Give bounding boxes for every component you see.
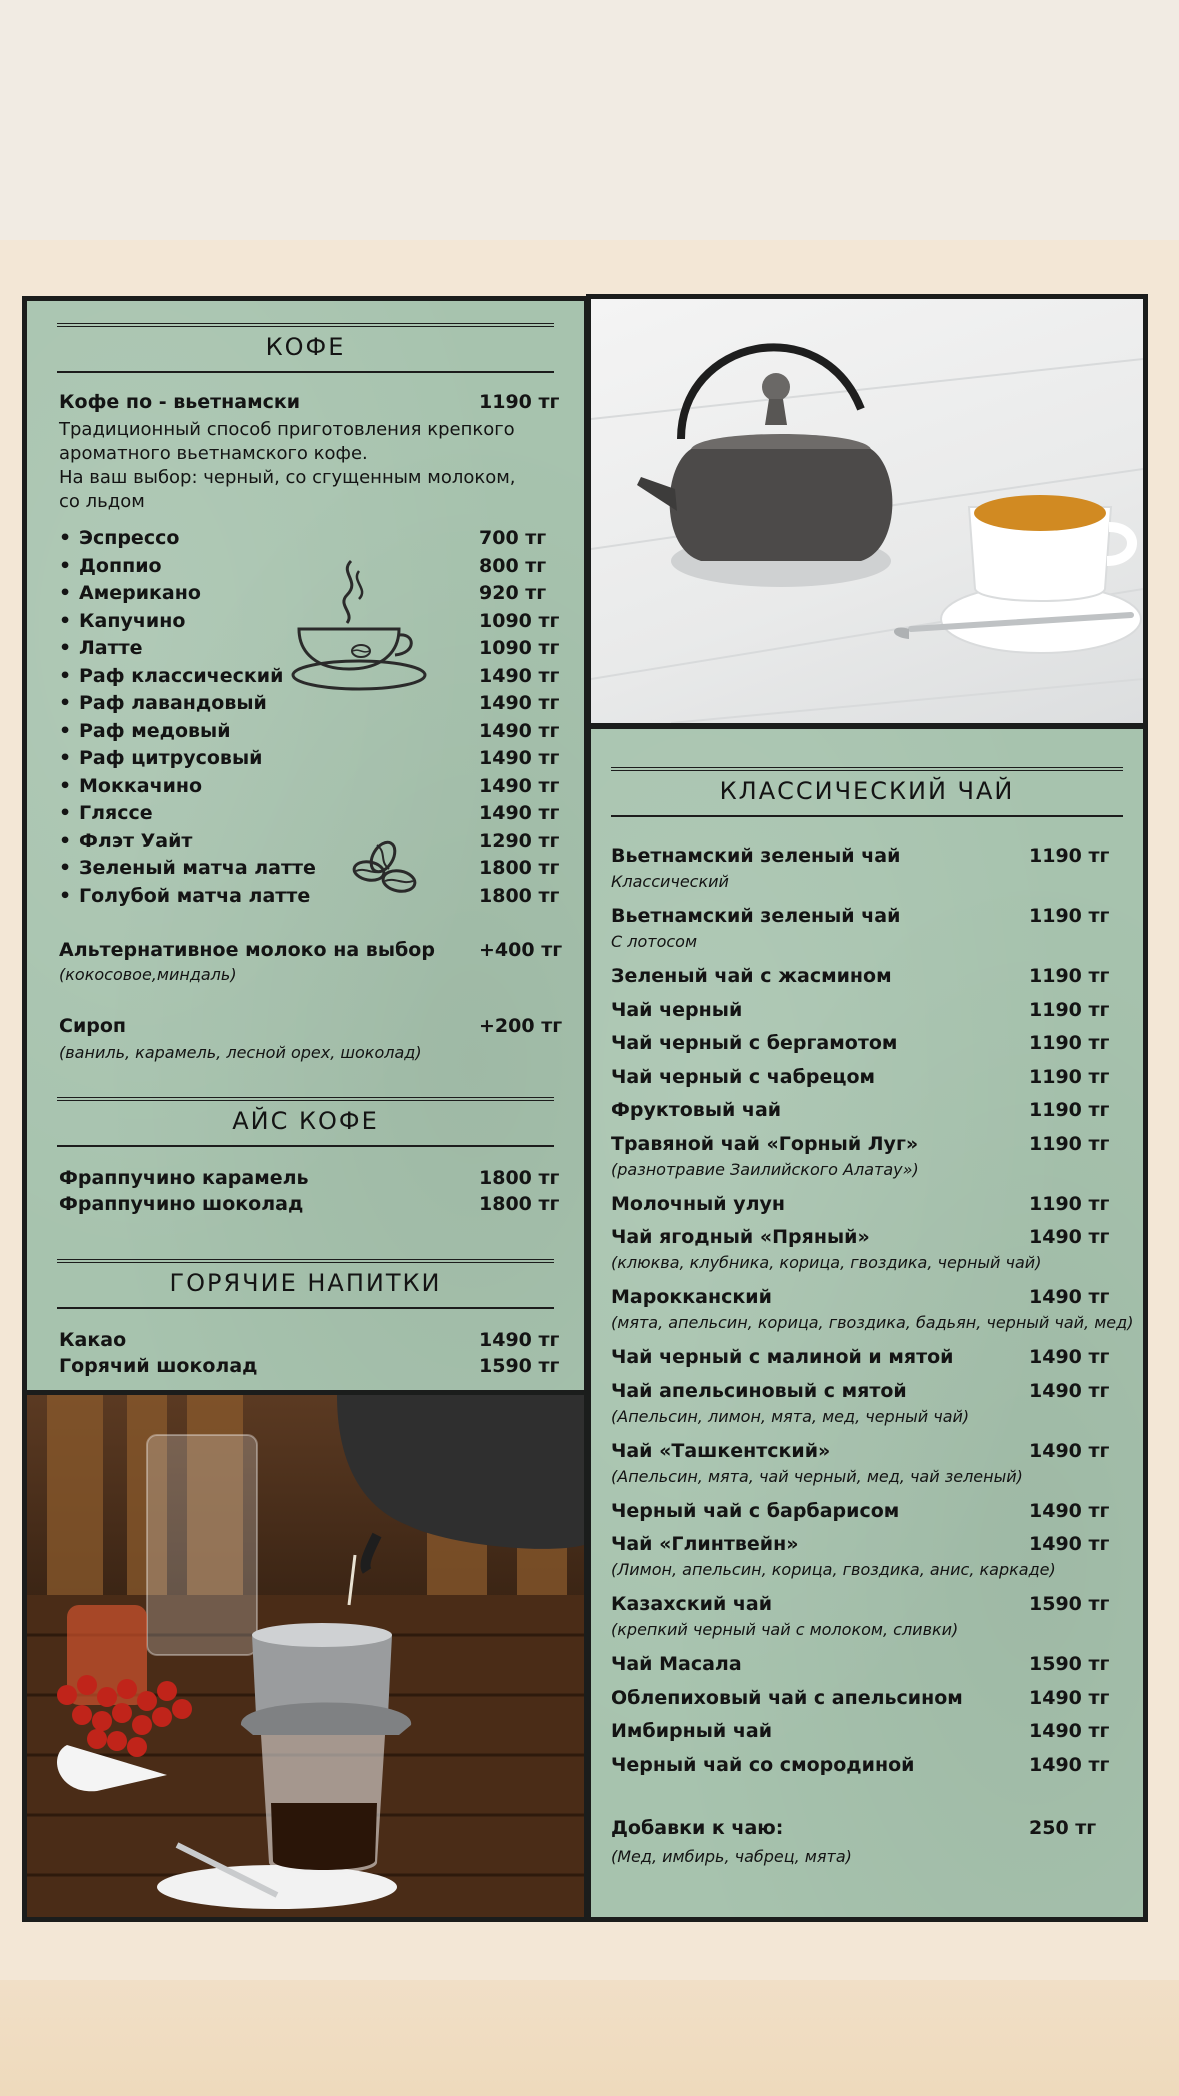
- teapot-illustration: [591, 299, 1143, 723]
- tea-item-name: Имбирный чай: [611, 1720, 773, 1742]
- tea-item-name: Чай черный с бергамотом: [611, 1032, 898, 1054]
- coffee-item-name: • Американо: [59, 582, 201, 604]
- tea-item-name: Чай ягодный «Пряный»: [611, 1226, 870, 1248]
- tea-item-note: (Лимон, апельсин, корица, гвоздика, анис, каркаде): [611, 1560, 1056, 1579]
- tea-item-name: Молочный улун: [611, 1192, 786, 1215]
- tea-item-price: 1190 тг: [1029, 905, 1110, 927]
- coffee-item-price: 1490 тг: [479, 774, 560, 797]
- tea-item-price: 1190 тг: [1029, 965, 1110, 987]
- tea-item-note: Классический: [611, 872, 729, 891]
- tea-item-price: 1490 тг: [1029, 1499, 1110, 1522]
- tea-item-name: Зеленый чай с жасмином: [611, 965, 892, 987]
- coffee-item-name: • Флэт Уайт: [59, 830, 192, 852]
- coffee-item-price: 700 тг: [479, 527, 547, 549]
- coffee-item-price: 1490 тг: [479, 692, 560, 714]
- hot-section-title: ГОРЯЧИЕ НАПИТКИ: [57, 1259, 554, 1309]
- hot-item-name: Какао: [59, 1329, 127, 1351]
- coffee-item-name: • Раф цитрусовый: [59, 747, 262, 769]
- tea-item-price: 1490 тг: [1029, 1686, 1110, 1709]
- viet-coffee-desc: Традиционный способ приготовления крепкого ароматного вьетнамского кофе. На ваш выбор: черный, со сгущенным молоком, со льдом: [59, 419, 516, 512]
- coffee-item-price: 1490 тг: [479, 664, 560, 687]
- coffee-item-name: • Моккачино: [59, 775, 202, 797]
- coffee-cup-icon: [289, 551, 439, 696]
- coffee-item-price: 1490 тг: [479, 747, 560, 769]
- coffee-item-name: • Голубой матча латте: [59, 885, 310, 907]
- alt-milk-price: +400 тг: [479, 939, 563, 961]
- coffee-section-title: КОФЕ: [57, 323, 554, 373]
- tea-item-price: 1490 тг: [1029, 1533, 1110, 1555]
- tea-item-price: 1490 тг: [1029, 1286, 1110, 1308]
- coffee-item-price: 920 тг: [479, 582, 547, 604]
- tea-item-name: Травяной чай «Горный Луг»: [611, 1132, 919, 1155]
- coffee-item-name: • Эспрессо: [59, 527, 179, 549]
- ice-item-price: 1800 тг: [479, 1193, 560, 1215]
- tea-item-name: Чай Масала: [611, 1653, 742, 1675]
- tea-item-name: Казахский чай: [611, 1593, 773, 1615]
- tea-addons-note: (Мед, имбирь, чабрец, мята): [611, 1847, 852, 1866]
- tea-item-price: 1190 тг: [1029, 1192, 1110, 1215]
- viet-coffee-name: Кофе по - вьетнамски: [59, 391, 301, 413]
- tea-item-note: (клюква, клубника, корица, гвоздика, черный чай): [611, 1253, 1042, 1272]
- tea-item-price: 1190 тг: [1029, 845, 1110, 867]
- tea-item-price: 1190 тг: [1029, 998, 1110, 1021]
- tea-item-price: 1490 тг: [1029, 1379, 1110, 1402]
- tea-item-price: 1490 тг: [1029, 1226, 1110, 1248]
- tea-item-name: Марокканский: [611, 1286, 772, 1308]
- coffee-item-price: 1090 тг: [479, 637, 560, 659]
- tea-item-price: 1490 тг: [1029, 1346, 1110, 1368]
- coffee-beans-icon: [347, 831, 437, 901]
- tea-item-price: 1490 тг: [1029, 1720, 1110, 1742]
- vietnamese-coffee-photo: [22, 1390, 589, 1922]
- syrup-note: (ваниль, карамель, лесной орех, шоколад): [59, 1043, 422, 1062]
- syrup-price: +200 тг: [479, 1015, 563, 1037]
- tea-item-name: Облепиховый чай с апельсином: [611, 1686, 963, 1709]
- hot-item-price: 1590 тг: [479, 1355, 560, 1377]
- teapot-photo: [586, 294, 1148, 728]
- coffee-item-price: 1490 тг: [479, 802, 560, 824]
- ice-item-name: Фраппучино карамель: [59, 1167, 309, 1189]
- coffee-item-price: 1090 тг: [479, 609, 560, 632]
- coffee-item-name: • Латте: [59, 637, 143, 659]
- alt-milk-note: (кокосовое,миндаль): [59, 965, 237, 984]
- coffee-item-price: 1490 тг: [479, 719, 560, 742]
- coffee-item-price: 1800 тг: [479, 884, 560, 907]
- tea-item-note: (Апельсин, мята, чай черный, мед, чай зеленый): [611, 1466, 1023, 1486]
- coffee-item-price: 800 тг: [479, 554, 547, 577]
- tea-item-name: Черный чай с барбарисом: [611, 1499, 900, 1522]
- ice-item-name: Фраппучино шоколад: [59, 1193, 304, 1215]
- tea-item-name: Вьетнамский зеленый чай: [611, 905, 901, 927]
- tea-item-note: (крепкий черный чай с молоком, сливки): [611, 1620, 959, 1639]
- tea-section-title: КЛАССИЧЕСКИЙ ЧАЙ: [611, 767, 1123, 817]
- coffee-item-price: 1290 тг: [479, 829, 560, 852]
- alt-milk-name: Альтернативное молоко на выбор: [59, 939, 435, 961]
- tea-item-name: Чай «Глинтвейн»: [611, 1533, 799, 1555]
- ice-section-title: АЙС КОФЕ: [57, 1097, 554, 1147]
- tea-item-name: Чай черный с малиной и мятой: [611, 1346, 954, 1368]
- hot-item-price: 1490 тг: [479, 1329, 560, 1351]
- tea-item-price: 1190 тг: [1029, 1065, 1110, 1088]
- coffee-item-name: • Доппио: [59, 555, 162, 577]
- tea-item-name: Фруктовый чай: [611, 1099, 782, 1121]
- coffee-item-name: • Капучино: [59, 610, 185, 632]
- coffee-panel: [22, 296, 589, 1396]
- tea-addons-name: Добавки к чаю:: [611, 1817, 784, 1839]
- tea-item-price: 1490 тг: [1029, 1753, 1110, 1776]
- coffee-item-price: 1800 тг: [479, 857, 560, 879]
- tea-item-note: (мята, апельсин, корица, гвоздика, бадьян, черный чай, мед): [611, 1313, 1134, 1332]
- tea-item-name: Чай черный: [611, 998, 743, 1021]
- tea-item-name: Чай «Ташкентский»: [611, 1439, 831, 1462]
- viet-coffee-price: 1190 тг: [479, 391, 560, 413]
- tea-item-price: 1190 тг: [1029, 1132, 1110, 1155]
- ice-item-price: 1800 тг: [479, 1167, 560, 1189]
- tea-item-price: 1590 тг: [1029, 1593, 1110, 1615]
- coffee-item-name: • Раф классический: [59, 665, 283, 687]
- coffee-item-name: • Раф медовый: [59, 720, 231, 742]
- tea-item-name: Чай черный с чабрецом: [611, 1065, 876, 1088]
- syrup-name: Сироп: [59, 1015, 127, 1037]
- tea-item-note: (Апельсин, лимон, мята, мед, черный чай): [611, 1406, 970, 1426]
- tea-item-name: Чай апельсиновый с мятой: [611, 1379, 907, 1402]
- hot-item-name: Горячий шоколад: [59, 1355, 258, 1377]
- tea-addons-price: 250 тг: [1029, 1817, 1097, 1839]
- coffee-item-name: • Гляссе: [59, 802, 153, 824]
- tea-item-price: 1490 тг: [1029, 1439, 1110, 1462]
- tea-item-name: Черный чай со смородиной: [611, 1753, 915, 1776]
- tea-panel: [586, 724, 1148, 1922]
- tea-item-note: (разнотравие Заилийского Алатау»): [611, 1159, 919, 1179]
- tea-item-name: Вьетнамский зеленый чай: [611, 845, 901, 867]
- tea-item-price: 1590 тг: [1029, 1653, 1110, 1675]
- coffee-filter-illustration: [27, 1395, 584, 1917]
- coffee-item-name: • Раф лавандовый: [59, 692, 267, 714]
- coffee-item-name: • Зеленый матча латте: [59, 857, 316, 879]
- tea-item-price: 1190 тг: [1029, 1032, 1110, 1054]
- tea-item-note: С лотосом: [611, 932, 698, 951]
- tea-item-price: 1190 тг: [1029, 1099, 1110, 1121]
